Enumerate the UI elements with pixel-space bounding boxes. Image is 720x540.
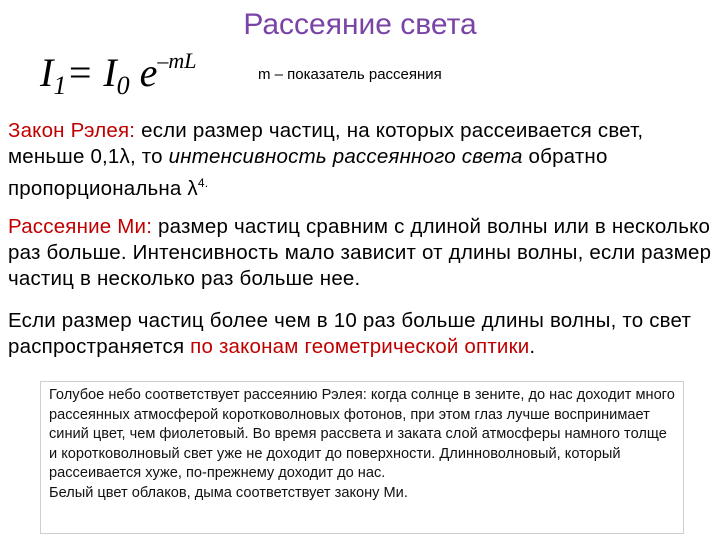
rayleigh-label: Закон Рэлея: (8, 119, 136, 142)
info-box (40, 381, 684, 534)
info-line-2: Белый цвет облаков, дыма соответствует закону Ми. (49, 484, 408, 501)
mie-label: Рассеяние Ми: (8, 215, 153, 238)
rayleigh-text-1: если размер частиц, на которых рассеивается свет, меньше 0,1λ, то (8, 119, 644, 168)
formula-exponent: –mL (157, 48, 197, 73)
geometric-text: Если размер частиц более чем в 10 раз больше длины волны, то свет распространяется (8, 309, 692, 358)
formula-i1: I (40, 50, 54, 95)
rayleigh-italic: интенсивность рассеянного света (168, 145, 523, 168)
geometric-red: по законам геометрической оптики (190, 335, 530, 358)
formula-equals: = (66, 50, 104, 95)
formula-i0-subscript: 0 (116, 71, 130, 100)
info-text: Голубое небо соответствует рассеянию Рэлея: когда солнце в зените, до нас доходит много рассеянных атмосферой коротковолновых фотонов, при этом глаз лучше воспринимает синий цвет, чем фиолетовый. Во время рассвета и заката слой атмосферы намного толще и коротковолновый свет уже не доходит до поверхности. Длинноволновый, который рассеивается хуже, по-прежнему доходит до нас. (49, 387, 675, 481)
rayleigh-text-2: обратно пропорциональна λ (8, 145, 608, 200)
formula-e: e (129, 50, 158, 95)
mie-paragraph (8, 214, 714, 292)
page-title: Рассеяние света (243, 8, 477, 41)
formula-note: m – показатель рассеяния (258, 66, 442, 83)
mie-text: размер частиц сравним с длиной волны или в несколько раз больше. Интенсивность мало зависит от длины волны, если размер частиц в несколько раз больше нее. (8, 215, 712, 290)
formula-i1-subscript: 1 (53, 71, 67, 100)
geometric-end: . (529, 335, 536, 358)
scattering-formula (40, 48, 197, 101)
rayleigh-power: 4. (197, 176, 209, 190)
rayleigh-paragraph (8, 118, 714, 202)
geometric-optics-paragraph (8, 308, 714, 360)
formula-i0: I (103, 50, 117, 95)
